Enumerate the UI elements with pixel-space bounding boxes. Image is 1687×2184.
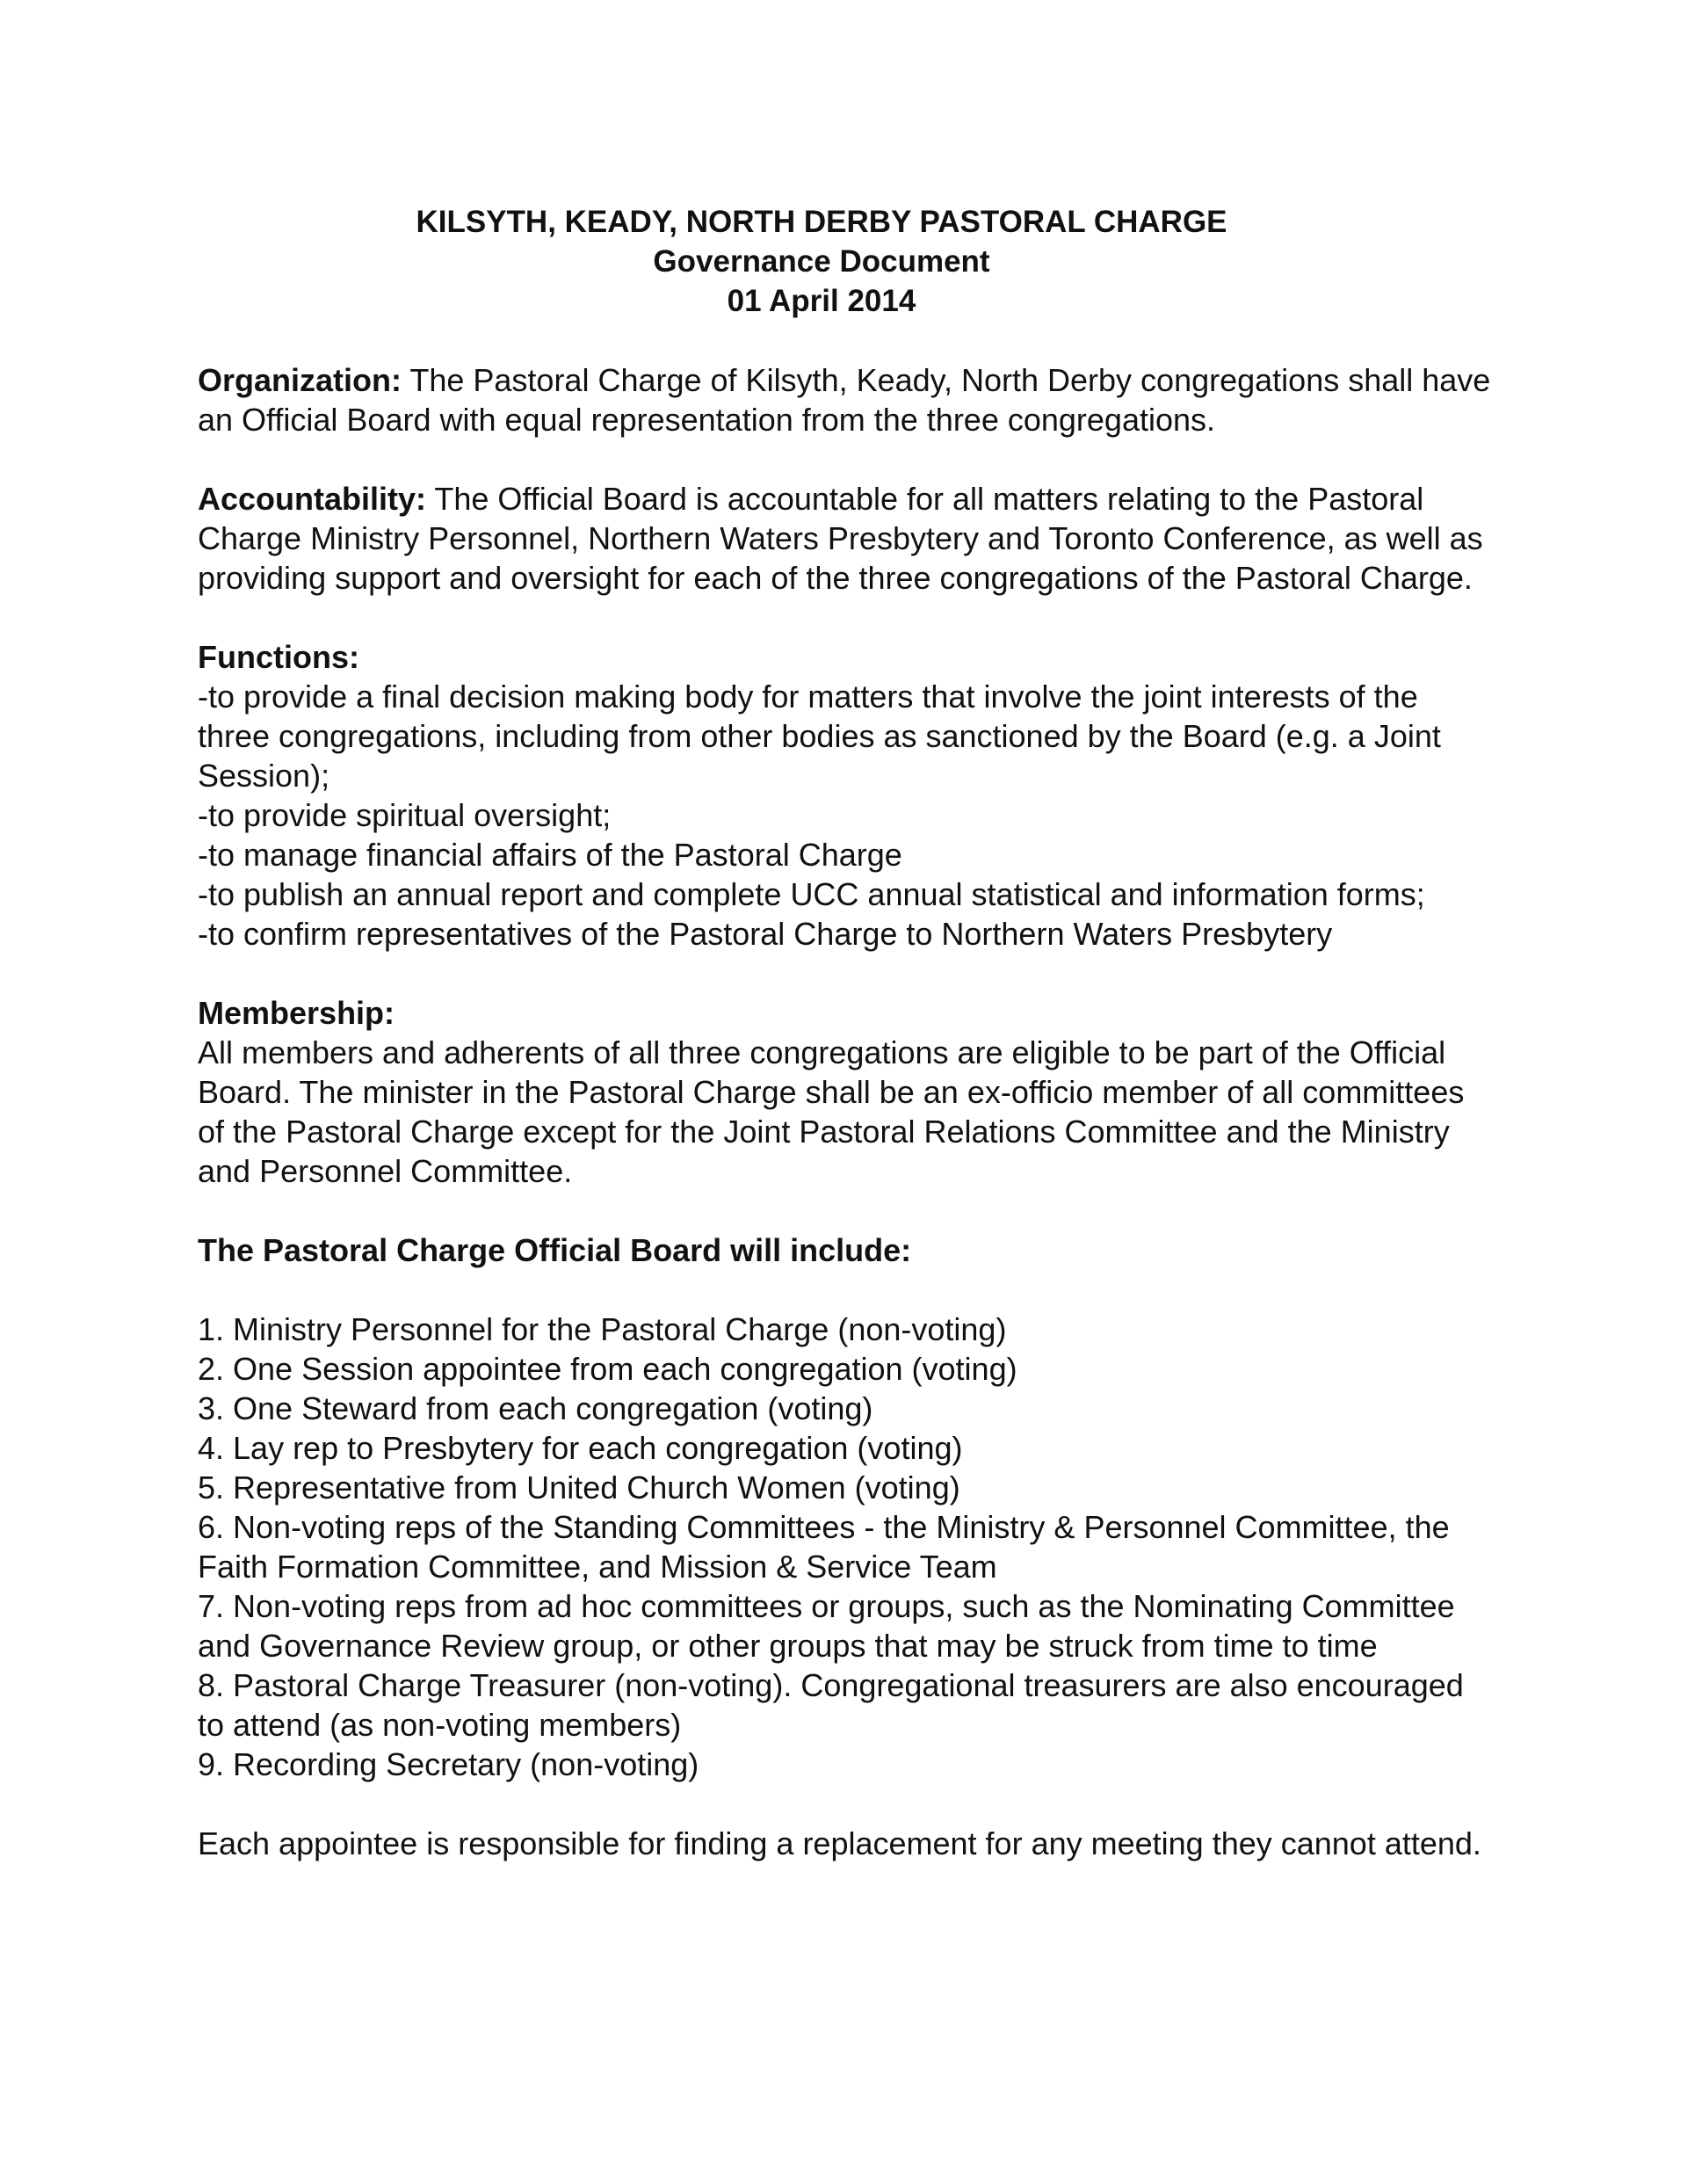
accountability-text: The Official Board is accountable for all matters relating to the Pastoral Charge Ministry Personnel, Northern Waters Presbytery and Toronto Conference, as well as providing support and oversight for each of the three congregations of the Pastoral Charge. (198, 481, 1483, 596)
membership-section (198, 993, 1498, 1191)
list-item: 7. Non-voting reps from ad hoc committees or groups, such as the Nominating Committee and Governance Review group, or other groups that may be struck from time to time (198, 1588, 1455, 1664)
organization-text: The Pastoral Charge of Kilsyth, Keady, North Derby congregations shall have an Official Board with equal representation from the three congregations. (198, 362, 1491, 438)
list-item: 5. Representative from United Church Women (voting) (198, 1469, 960, 1506)
document-header (198, 202, 1445, 321)
board-heading: The Pastoral Charge Official Board will include: (198, 1232, 912, 1268)
charge-title: KILSYTH, KEADY, NORTH DERBY PASTORAL CHARGE (416, 205, 1227, 239)
list-item: 8. Pastoral Charge Treasurer (non-voting). Congregational treasurers are also encouraged to attend (as non-voting members) (198, 1667, 1464, 1743)
accountability-label: Accountability: (198, 481, 427, 517)
document-body (198, 202, 1498, 1903)
list-item: 1. Ministry Personnel for the Pastoral Charge (non-voting) (198, 1311, 1007, 1347)
list-item: 6. Non-voting reps of the Standing Committees - the Ministry & Personnel Committee, the Faith Formation Committee, and Mission & Service Team (198, 1509, 1450, 1585)
board-member-list (198, 1310, 1498, 1784)
function-item: -to provide a final decision making body for matters that involve the joint interests of the three congregations, including from other bodies as sanctioned by the Board (e.g. a Joint Session); (198, 678, 1441, 794)
list-item: 4. Lay rep to Presbytery for each congregation (voting) (198, 1430, 963, 1466)
document-title: Governance Document (653, 244, 990, 279)
document-date: 01 April 2014 (727, 284, 916, 318)
functions-section (198, 637, 1498, 954)
list-item: 2. One Session appointee from each congregation (voting) (198, 1351, 1017, 1387)
closing-paragraph: Each appointee is responsible for finding a replacement for any meeting they cannot attend. (198, 1825, 1481, 1861)
list-item: 3. One Steward from each congregation (voting) (198, 1390, 873, 1426)
membership-text: All members and adherents of all three congregations are eligible to be part of the Official Board. The minister in the Pastoral Charge shall be an ex-officio member of all committees of the Pastoral Charge except for the Joint Pastoral Relations Committee and the Ministry and Personnel Committee. (198, 1034, 1465, 1189)
accountability-section (198, 479, 1498, 598)
functions-title: Functions: (198, 639, 359, 675)
function-item: -to publish an annual report and complete UCC annual statistical and information forms; (198, 876, 1425, 912)
list-item: 9. Recording Secretary (non-voting) (198, 1746, 699, 1782)
organization-section (198, 360, 1498, 439)
function-item: -to manage financial affairs of the Pastoral Charge (198, 837, 902, 873)
organization-label: Organization: (198, 362, 402, 398)
function-item: -to confirm representatives of the Pastoral Charge to Northern Waters Presbytery (198, 916, 1333, 952)
membership-title: Membership: (198, 995, 395, 1031)
function-item: -to provide spiritual oversight; (198, 797, 612, 833)
